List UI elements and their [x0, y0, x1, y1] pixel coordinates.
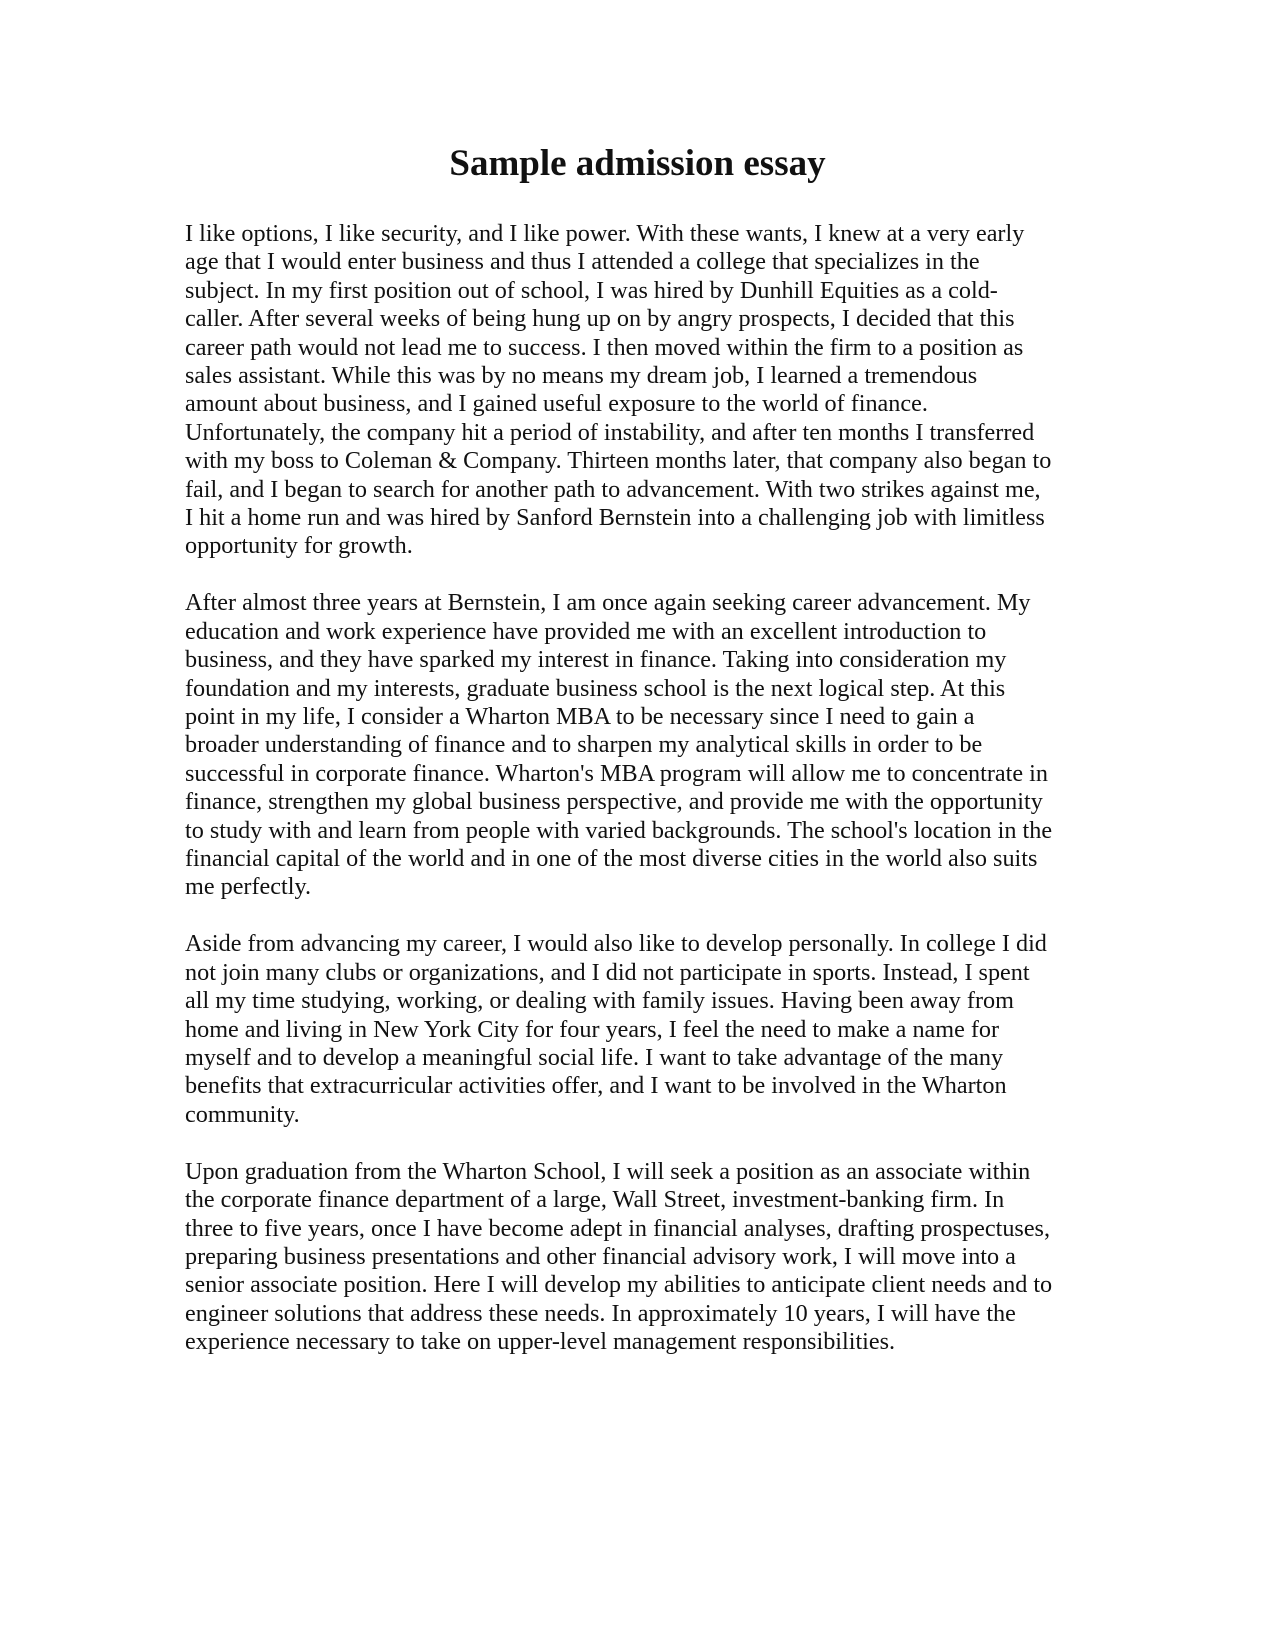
text-line: experience necessary to take on upper-level management responsibilities. — [185, 1328, 896, 1356]
paragraph-2 — [185, 589, 1090, 901]
text-line: not join many clubs or organizations, and I did not participate in sports. Instead, I spent — [185, 958, 1030, 986]
text-line: sales assistant. While this was by no means my dream job, I learned a tremendous — [185, 362, 978, 390]
paragraph-1 — [185, 220, 1090, 561]
text-line: finance, strengthen my global business perspective, and provide me with the opportunity — [185, 788, 1043, 816]
text-line: engineer solutions that address these needs. In approximately 10 years, I will have the — [185, 1299, 1016, 1327]
text-line: home and living in New York City for four years, I feel the need to make a name for — [185, 1015, 1000, 1043]
text-line: financial capital of the world and in one of the most diverse cities in the world also suits — [185, 845, 1038, 873]
text-line: business, and they have sparked my interest in finance. Taking into consideration my — [185, 646, 1007, 674]
text-line: with my boss to Coleman & Company. Thirteen months later, that company also began to — [185, 447, 1052, 475]
text-line: education and work experience have provided me with an excellent introduction to — [185, 617, 987, 645]
text-line: I like options, I like security, and I like power. With these wants, I knew at a very early — [185, 220, 1025, 247]
text-line: opportunity for growth. — [185, 532, 413, 560]
text-line: successful in corporate finance. Wharton's MBA program will allow me to concentrate in — [185, 759, 1048, 787]
text-line: all my time studying, working, or dealing with family issues. Having been away from — [185, 987, 1014, 1015]
text-line: to study with and learn from people with varied backgrounds. The school's location in the — [185, 816, 1053, 844]
text-line: myself and to develop a meaningful social life. I want to take advantage of the many — [185, 1043, 1004, 1071]
text-line: three to five years, once I have become adept in financial analyses, drafting prospectuses, — [185, 1214, 1051, 1242]
essay-body — [185, 220, 1090, 1385]
text-line: subject. In my first position out of school, I was hired by Dunhill Equities as a cold- — [185, 276, 998, 304]
text-line: benefits that extracurricular activities offer, and I want to be involved in the Wharton — [185, 1072, 1007, 1100]
text-line: community. — [185, 1100, 300, 1128]
text-line: me perfectly. — [185, 873, 312, 901]
text-line: caller. After several weeks of being hung up on by angry prospects, I decided that this — [185, 305, 1015, 333]
text-line: foundation and my interests, graduate business school is the next logical step. At this — [185, 674, 1006, 702]
paragraph-4 — [185, 1158, 1090, 1357]
text-line: the corporate finance department of a large, Wall Street, investment-banking firm. In — [185, 1186, 1005, 1214]
text-line: fail, and I began to search for another path to advancement. With two strikes against me, — [185, 475, 1041, 503]
text-line: Unfortunately, the company hit a period of instability, and after ten months I transferred — [185, 418, 1035, 446]
document-title: Sample admission essay — [449, 143, 826, 184]
text-line: Upon graduation from the Wharton School, I will seek a position as an associate within — [185, 1157, 1031, 1185]
text-line: age that I would enter business and thus I attended a college that specializes in the — [185, 248, 980, 276]
text-line: senior associate position. Here I will develop my abilities to anticipate client needs and to — [185, 1271, 1053, 1299]
text-line: preparing business presentations and other financial advisory work, I will move into a — [185, 1242, 1016, 1270]
text-line: Aside from advancing my career, I would also like to develop personally. In college I did — [185, 930, 1047, 958]
text-line: amount about business, and I gained useful exposure to the world of finance. — [185, 390, 928, 418]
paragraph-3 — [185, 930, 1090, 1129]
text-line: After almost three years at Bernstein, I am once again seeking career advancement. My — [185, 589, 1031, 617]
text-line: broader understanding of finance and to sharpen my analytical skills in order to be — [185, 731, 983, 759]
text-line: career path would not lead me to success. I then moved within the firm to a position as — [185, 333, 1024, 361]
text-line: I hit a home run and was hired by Sanford Bernstein into a challenging job with limitless — [185, 504, 1045, 532]
text-line: point in my life, I consider a Wharton MBA to be necessary since I need to gain a — [185, 703, 975, 730]
